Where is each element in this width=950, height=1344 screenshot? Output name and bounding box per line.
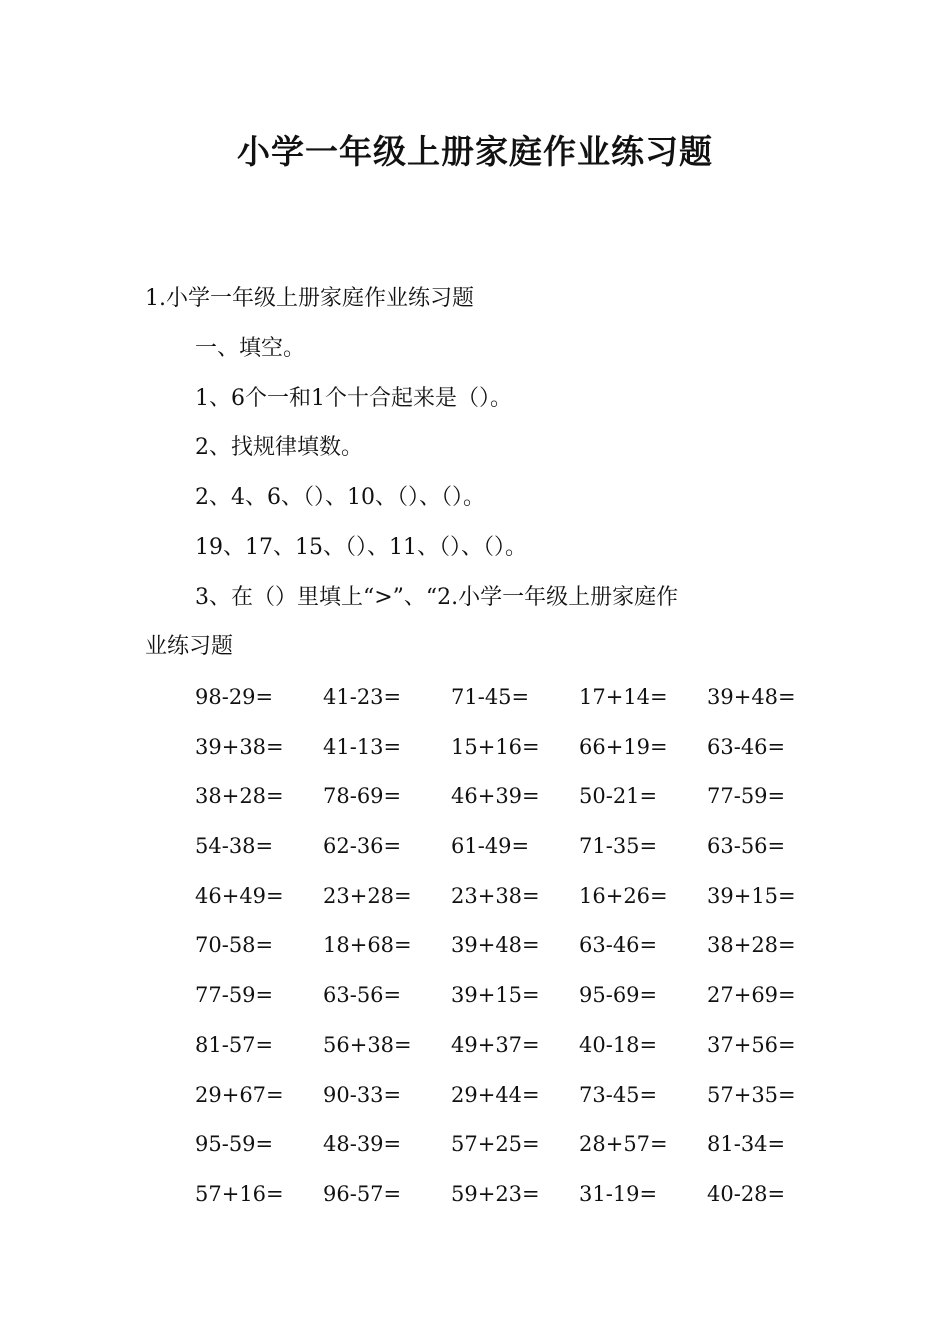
fill-blank-heading: 一、填空。 bbox=[195, 336, 306, 361]
arithmetic-problem-grid bbox=[195, 682, 855, 1229]
arithmetic-problem: 66+19= bbox=[579, 734, 668, 759]
sequence-2: 19、17、15、（）、11、（）、（）。 bbox=[195, 535, 527, 560]
arithmetic-problem: 17+14= bbox=[579, 685, 668, 709]
arithmetic-problem: 27+69= bbox=[707, 983, 796, 1008]
arithmetic-problem: 37+56= bbox=[707, 1032, 796, 1057]
arithmetic-problem: 81-57= bbox=[195, 1032, 274, 1057]
arithmetic-problem: 96-57= bbox=[323, 1181, 402, 1206]
arithmetic-problem: 15+16= bbox=[451, 734, 540, 759]
question-2: 2、找规律填数。 bbox=[195, 435, 363, 460]
arithmetic-problem: 77-59= bbox=[707, 784, 786, 809]
arithmetic-problem: 40-18= bbox=[579, 1032, 658, 1057]
arithmetic-problem: 23+28= bbox=[323, 883, 412, 908]
arithmetic-problem: 81-34= bbox=[707, 1132, 786, 1157]
arithmetic-problem: 71-45= bbox=[451, 685, 530, 709]
arithmetic-problem: 59+23= bbox=[451, 1181, 540, 1206]
arithmetic-problem: 63-56= bbox=[707, 834, 786, 859]
problem-row bbox=[195, 831, 855, 881]
arithmetic-problem: 39+48= bbox=[707, 685, 796, 709]
arithmetic-problem: 18+68= bbox=[323, 933, 412, 958]
arithmetic-problem: 98-29= bbox=[195, 685, 274, 709]
problem-row bbox=[195, 732, 855, 782]
problem-row bbox=[195, 1179, 855, 1229]
arithmetic-problem: 63-46= bbox=[579, 933, 658, 958]
arithmetic-problem: 38+28= bbox=[707, 933, 796, 958]
question-1: 1、6个一和1个十合起来是（）。 bbox=[195, 386, 512, 411]
arithmetic-problem: 57+25= bbox=[451, 1132, 540, 1157]
arithmetic-problem: 16+26= bbox=[579, 883, 668, 908]
arithmetic-problem: 70-58= bbox=[195, 933, 274, 958]
arithmetic-problem: 31-19= bbox=[579, 1181, 658, 1206]
problem-row bbox=[195, 881, 855, 931]
arithmetic-problem: 57+35= bbox=[707, 1082, 796, 1107]
arithmetic-problem: 90-33= bbox=[323, 1082, 402, 1107]
arithmetic-problem: 50-21= bbox=[579, 784, 658, 809]
arithmetic-problem: 95-59= bbox=[195, 1132, 274, 1157]
arithmetic-problem: 77-59= bbox=[195, 983, 274, 1008]
arithmetic-problem: 62-36= bbox=[323, 834, 402, 859]
arithmetic-problem: 63-46= bbox=[707, 734, 786, 759]
arithmetic-problem: 46+49= bbox=[195, 883, 284, 908]
arithmetic-problem: 41-23= bbox=[323, 685, 402, 709]
section-heading: 1.小学一年级上册家庭作业练习题 bbox=[145, 286, 474, 311]
problem-row bbox=[195, 930, 855, 980]
problem-row bbox=[195, 682, 855, 732]
arithmetic-problem: 49+37= bbox=[451, 1032, 540, 1057]
problem-row bbox=[195, 1129, 855, 1179]
arithmetic-problem: 40-28= bbox=[707, 1181, 786, 1206]
arithmetic-problem: 39+38= bbox=[195, 734, 284, 759]
problem-row bbox=[195, 781, 855, 831]
arithmetic-problem: 29+44= bbox=[451, 1082, 540, 1107]
arithmetic-problem: 41-13= bbox=[323, 734, 402, 759]
arithmetic-problem: 54-38= bbox=[195, 834, 274, 859]
arithmetic-problem: 48-39= bbox=[323, 1132, 402, 1157]
arithmetic-problem: 46+39= bbox=[451, 784, 540, 809]
arithmetic-problem: 57+16= bbox=[195, 1181, 284, 1206]
arithmetic-problem: 39+48= bbox=[451, 933, 540, 958]
problem-row bbox=[195, 1030, 855, 1080]
arithmetic-problem: 39+15= bbox=[707, 883, 796, 908]
arithmetic-problem: 29+67= bbox=[195, 1082, 284, 1107]
arithmetic-problem: 23+38= bbox=[451, 883, 540, 908]
arithmetic-problem: 71-35= bbox=[579, 834, 658, 859]
arithmetic-problem: 39+15= bbox=[451, 983, 540, 1008]
arithmetic-problem: 56+38= bbox=[323, 1032, 412, 1057]
arithmetic-problem: 61-49= bbox=[451, 834, 530, 859]
arithmetic-problem: 78-69= bbox=[323, 784, 402, 809]
arithmetic-problem: 63-56= bbox=[323, 983, 402, 1008]
problem-row bbox=[195, 980, 855, 1030]
arithmetic-problem: 28+57= bbox=[579, 1132, 668, 1157]
sequence-1: 2、4、6、（）、10、（）、（）。 bbox=[195, 485, 485, 510]
arithmetic-problem: 73-45= bbox=[579, 1082, 658, 1107]
question-3: 3、在（）里填上“>”、“2.小学一年级上册家庭作 bbox=[195, 585, 679, 610]
arithmetic-problem: 95-69= bbox=[579, 983, 658, 1008]
arithmetic-problem: 38+28= bbox=[195, 784, 284, 809]
problem-row bbox=[195, 1080, 855, 1130]
document-title: 小学一年级上册家庭作业练习题 bbox=[237, 132, 713, 171]
question-3-continuation: 业练习题 bbox=[145, 634, 234, 659]
